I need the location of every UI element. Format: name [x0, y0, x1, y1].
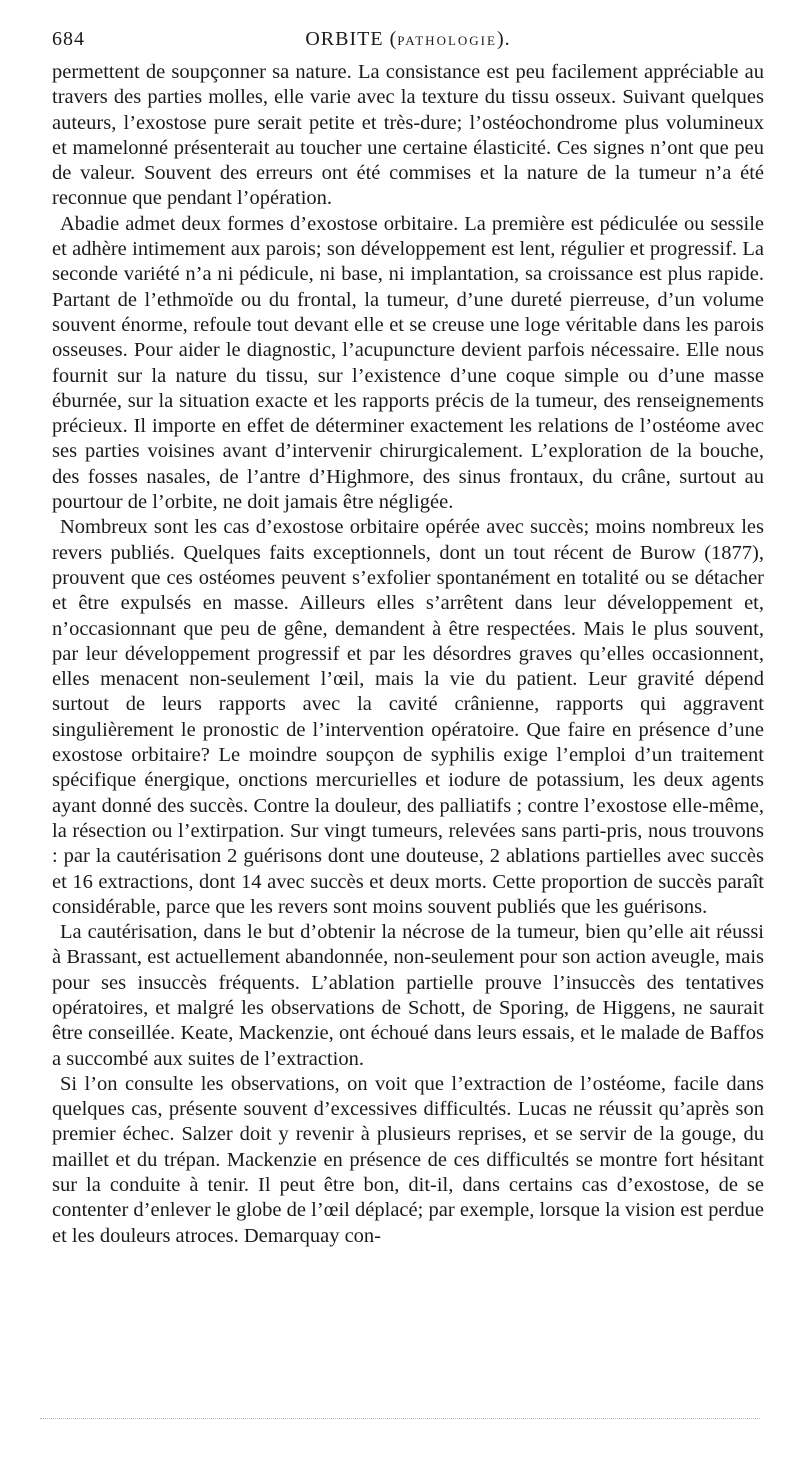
body-text: [52, 60, 764, 1249]
page-number: 684: [52, 28, 85, 50]
paragraph-1: permettent de soupçonner sa nature. La consistance est peu facilement appréciable au travers des parties molles, elle varie avec la texture du tissu osseux. Suivant quelques auteurs, l’exostose pure serait petite et très-dure; l’ostéochondrome plus volumineux et mamelonné présenterait au toucher une certaine élasticité. Ces signes n’ont que peu de valeur. Souvent des erreurs ont été commises et la nature de la tumeur n’a été reconnue que pendant l’opération.: [52, 61, 764, 210]
paragraph-2: Abadie admet deux formes d’exostose orbitaire. La première est pédiculée ou sessile et adhère intimement aux parois; son développement est lent, régulier et progressif. La seconde variété n’a ni pédicule, ni base, ni implantation, sa croissance est plus rapide. Partant de l’ethmoïde ou du frontal, la tumeur, d’une dureté pierreuse, d’un volume souvent énorme, refoule tout devant elle et se creuse une loge véritable dans les parois osseuses. Pour aider le diagnostic, l’acupuncture devient parfois nécessaire. Elle nous fournit sur la nature du tissu, sur l’existence d’une coque simple ou d’une masse éburnée, sur la situation exacte et les rapports précis de la tumeur, des renseignements précieux. Il importe en effet de déterminer exactement les relations de l’ostéome avec ses parties voisines avant d’intervenir chirurgicalement. L’exploration de la bouche, des fosses nasales, de l’antre d’Highmore, des sinus frontaux, du crâne, surtout au pourtour de l’orbite, ne doit jamais être négligée.: [52, 212, 764, 514]
footer-rule: [40, 1418, 760, 1419]
paragraph-3: Nombreux sont les cas d’exostose orbitaire opérée avec succès; moins nombreux les revers publiés. Quelques faits exceptionnels, dont un tout récent de Burow (1877), prouvent que ces ostéomes peuvent s’exfolier spontanément en totalité ou se détacher et être expulsés en masse. Ailleurs elles s’arrêtent dans leur développement et, n’occasionnant que peu de gêne, demandent à être respectées. Mais le plus souvent, par leur développement progressif et par les désordres graves qu’elles occasionnent, elles menacent non-seulement l’œil, mais la vie du patient. Leur gravité dépend surtout de leurs rapports avec la cavité crânienne, rapports qui aggravent singulièrement le pronostic de l’intervention opératoire. Que faire en présence d’une exostose orbitaire? Le moindre soupçon de syphilis exige l’emploi d’un traitement spécifique énergique, onctions mercurielles et iodure de potassium, les deux agents ayant donné des succès. Contre la douleur, des palliatifs ; contre l’exostose elle-même, la résection ou l’extirpation. Sur vingt tumeurs, relevées sans parti-pris, nous trouvons : par la cautérisation 2 guérisons dont une douteuse, 2 ablations partielles avec succès et 16 extractions, dont 14 avec succès et deux morts. Cette proportion de succès paraît considérable, parce que les revers sont moins souvent publiés que les guérisons.: [52, 516, 764, 918]
page-header: [52, 28, 764, 54]
running-title: [52, 28, 764, 51]
running-title-subtitle: PATHOLOGIE: [397, 33, 497, 48]
running-title-close: ).: [496, 28, 511, 50]
running-title-main: ORBITE (: [305, 28, 398, 50]
paragraph-4: La cautérisation, dans le but d’obtenir la nécrose de la tumeur, bien qu’elle ait réussi à Brassant, est actuellement abandonnée, non-seulement pour son action aveugle, mais pour ses insuccès fréquents. L’ablation partielle prouve l’insuccès des tentatives opératoires, et malgré les observations de Schott, de Sporing, de Higgens, ne saurait être conseillée. Keate, Mackenzie, ont échoué dans leurs essais, et le malade de Baffos a succombé aux suites de l’extraction.: [52, 921, 764, 1070]
paragraph-5: Si l’on consulte les observations, on voit que l’extraction de l’ostéome, facile dans quelques cas, présente souvent d’excessives difficultés. Lucas ne réussit qu’après son premier échec. Salzer doit y revenir à plusieurs reprises, et se servir de la gouge, du maillet et du trépan. Mackenzie en présence de ces difficultés se montre fort hésitant sur la conduite à tenir. Il peut être bon, dit-il, dans certains cas d’exostose, de se contenter d’enlever le globe de l’œil déplacé; par exemple, lorsque la vision est perdue et les douleurs atroces. Demarquay con-: [52, 1072, 764, 1247]
